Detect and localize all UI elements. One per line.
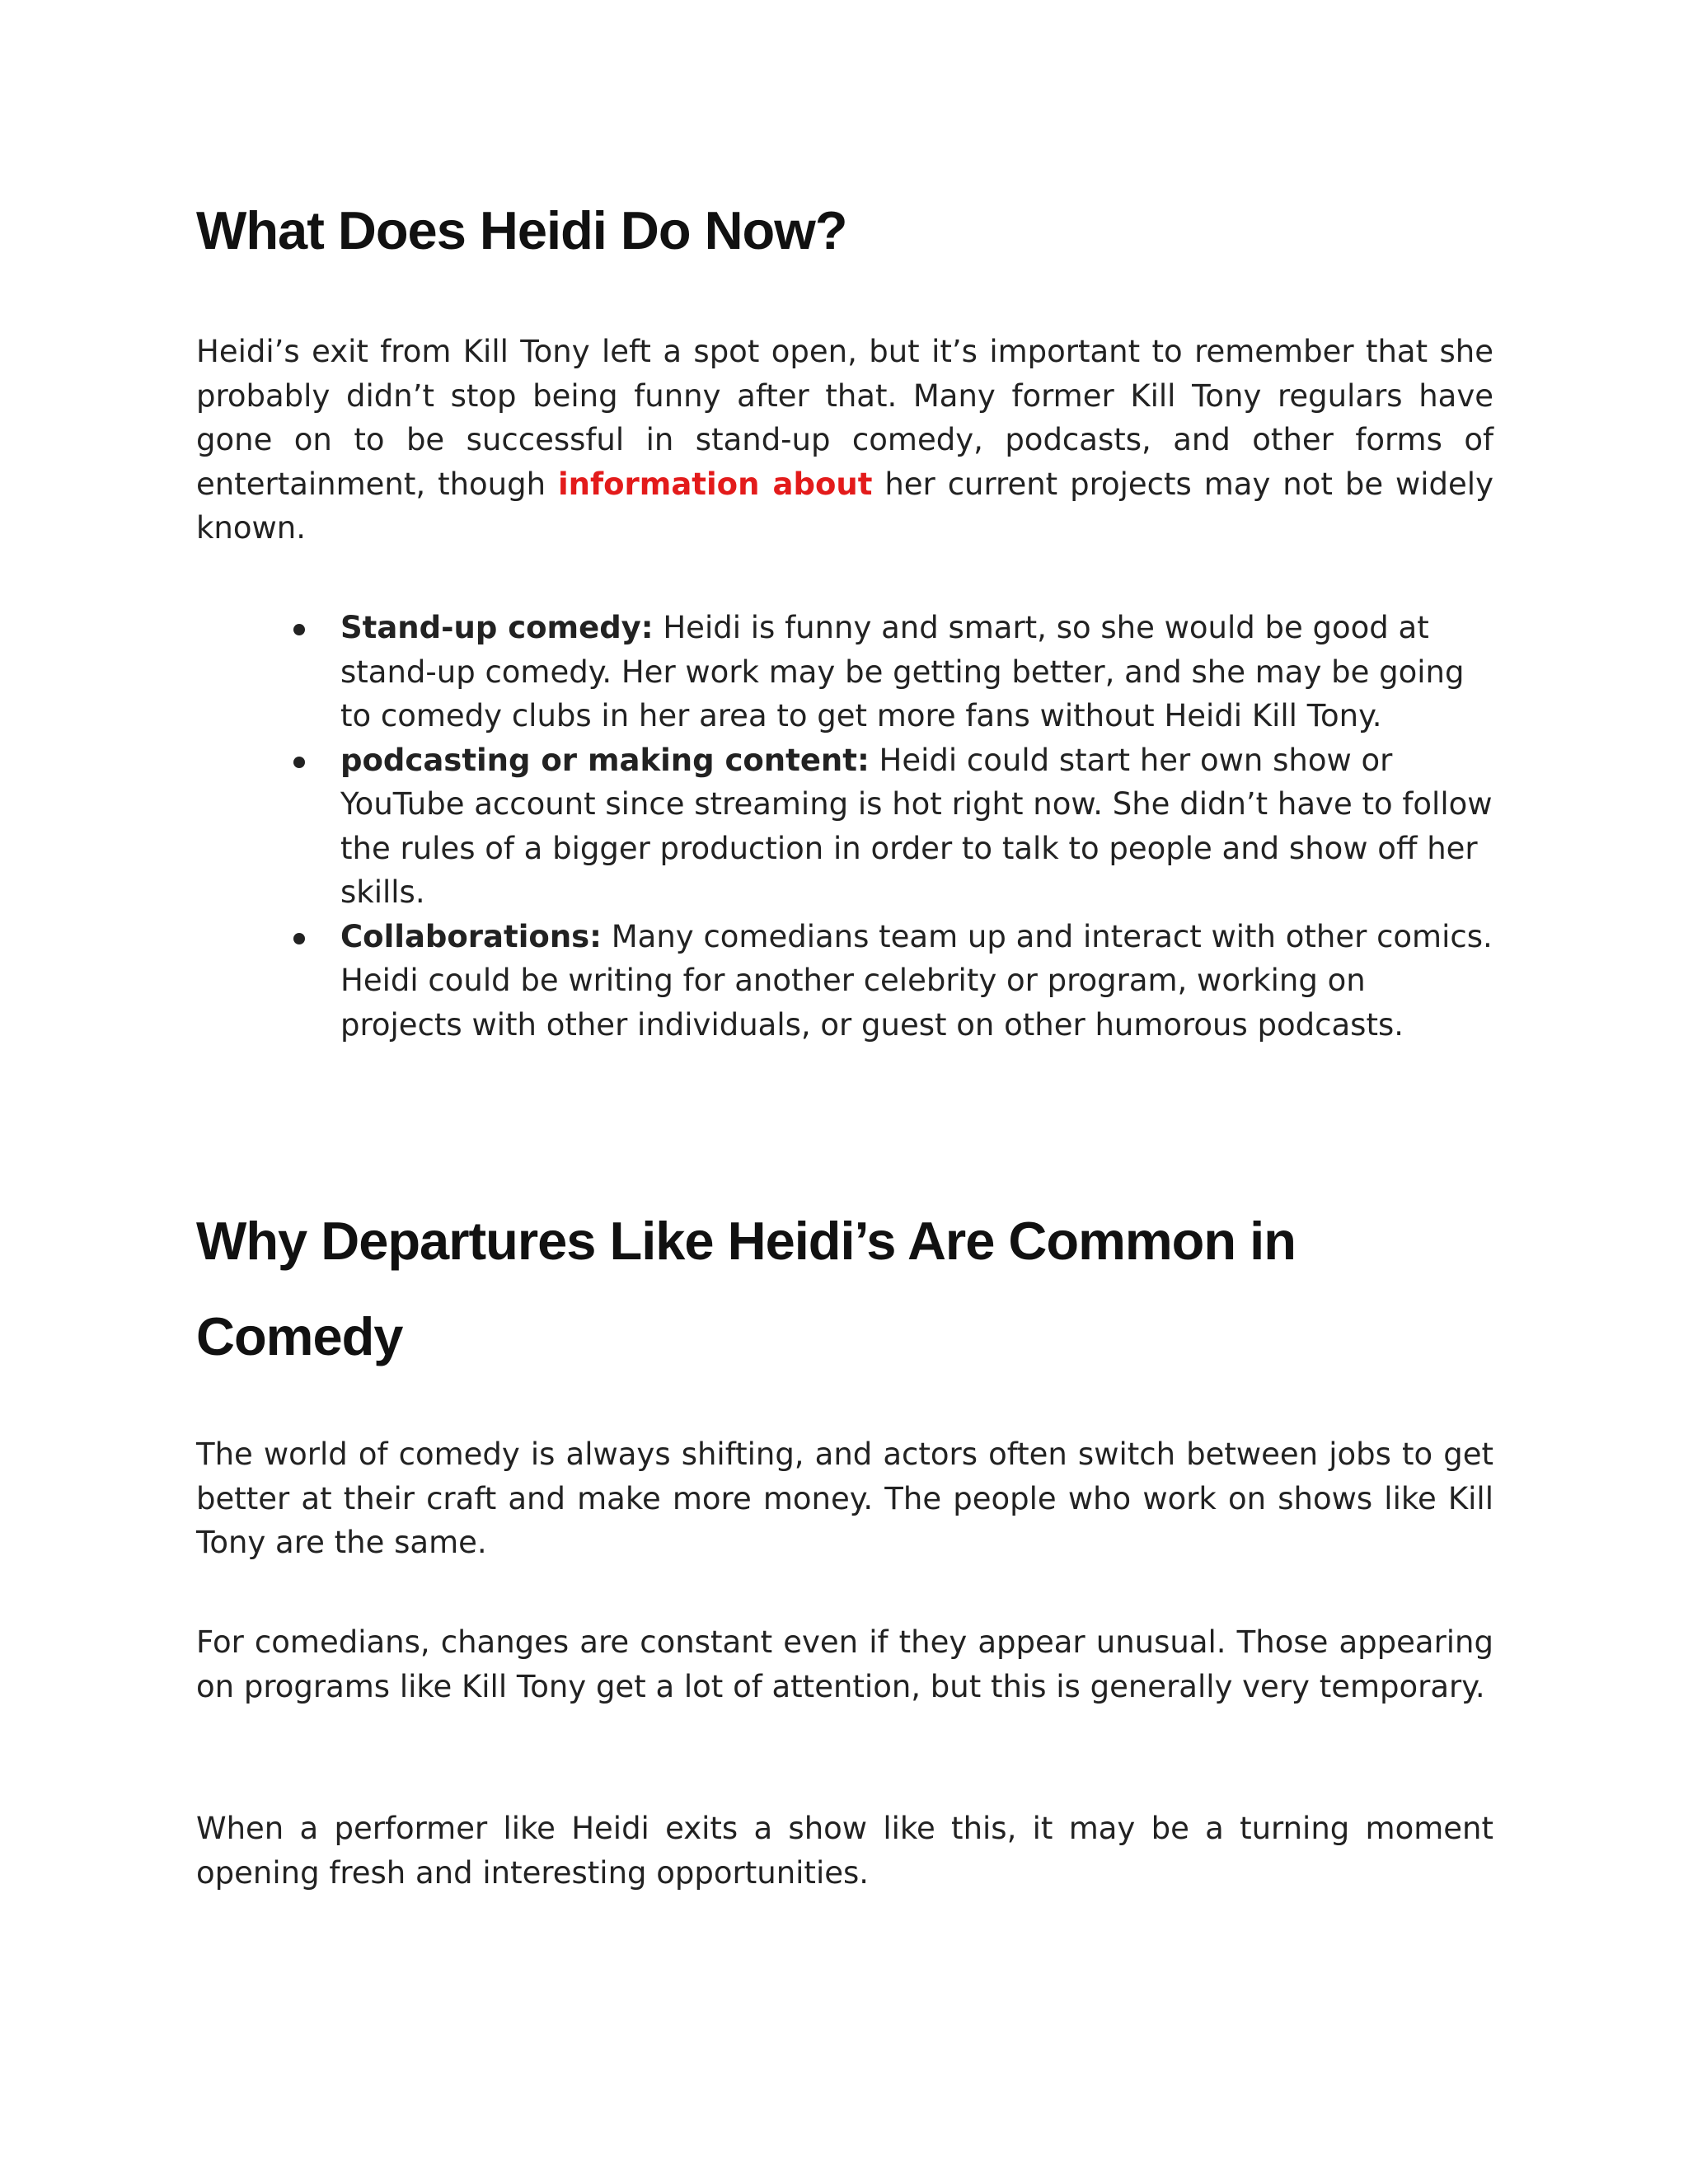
intro-text-after: her current projects may not be widely known.	[196, 466, 1493, 546]
list-item-title: Stand-up comedy:	[340, 610, 654, 645]
bullet-dot-icon	[293, 624, 305, 635]
list-item-standup	[196, 606, 1494, 738]
paragraph-comedy-shifting: The world of comedy is always shifting, and actors often switch between jobs to get better at their craft and make more money. The people who work on shows like Kill Tony are the same.	[196, 1436, 1493, 1560]
list-item-title: Collaborations:	[340, 918, 602, 954]
list-item-collaborations	[196, 915, 1494, 1047]
list-item-text: Many comedians team up and interact with other comics. Heidi could be writing for another celebrity or program, working on projects with other individuals, or guest on other humorous podcasts.	[340, 918, 1493, 1043]
list-item-title: podcasting or making content:	[340, 742, 870, 778]
career-options-list	[196, 606, 1493, 1047]
list-item-text: Heidi could start her own show or YouTube account since streaming is hot right now. She didn’t have to follow the rules of a bigger production in order to talk to people and show off her skills.	[340, 742, 1493, 910]
list-item-podcasting	[196, 738, 1494, 915]
paragraph-changes-constant: For comedians, changes are constant even if they appear unusual. Those appearing on programs like Kill Tony get a lot of attention, but this is generally very temporary.	[196, 1624, 1493, 1704]
heading-what-does-heidi-do-now: What Does Heidi Do Now?	[196, 200, 847, 260]
intro-text-before: Heidi’s exit from Kill Tony left a spot open, but it’s important to remember that she probably didn’t stop being funny after that. Many former Kill Tony regulars have gone on to be successful in stand-up comedy, podcasts, and other forms of entertainment, though	[196, 334, 1493, 502]
information-about-link[interactable]: information about	[558, 466, 873, 502]
bullet-dot-icon	[293, 757, 305, 768]
paragraph-turning-moment: When a performer like Heidi exits a show like this, it may be a turning moment opening fresh and interesting opportunities.	[196, 1811, 1493, 1891]
bullet-dot-icon	[293, 933, 305, 944]
intro-paragraph	[196, 330, 1493, 551]
heading-why-departures-common: Why Departures Like Heidi’s Are Common in Comedy	[196, 1211, 1296, 1366]
list-item-text: Heidi is funny and smart, so she would be good at stand-up comedy. Her work may be getting better, and she may be going to comedy clubs in her area to get more fans without Heidi Kill Tony.	[340, 610, 1465, 733]
